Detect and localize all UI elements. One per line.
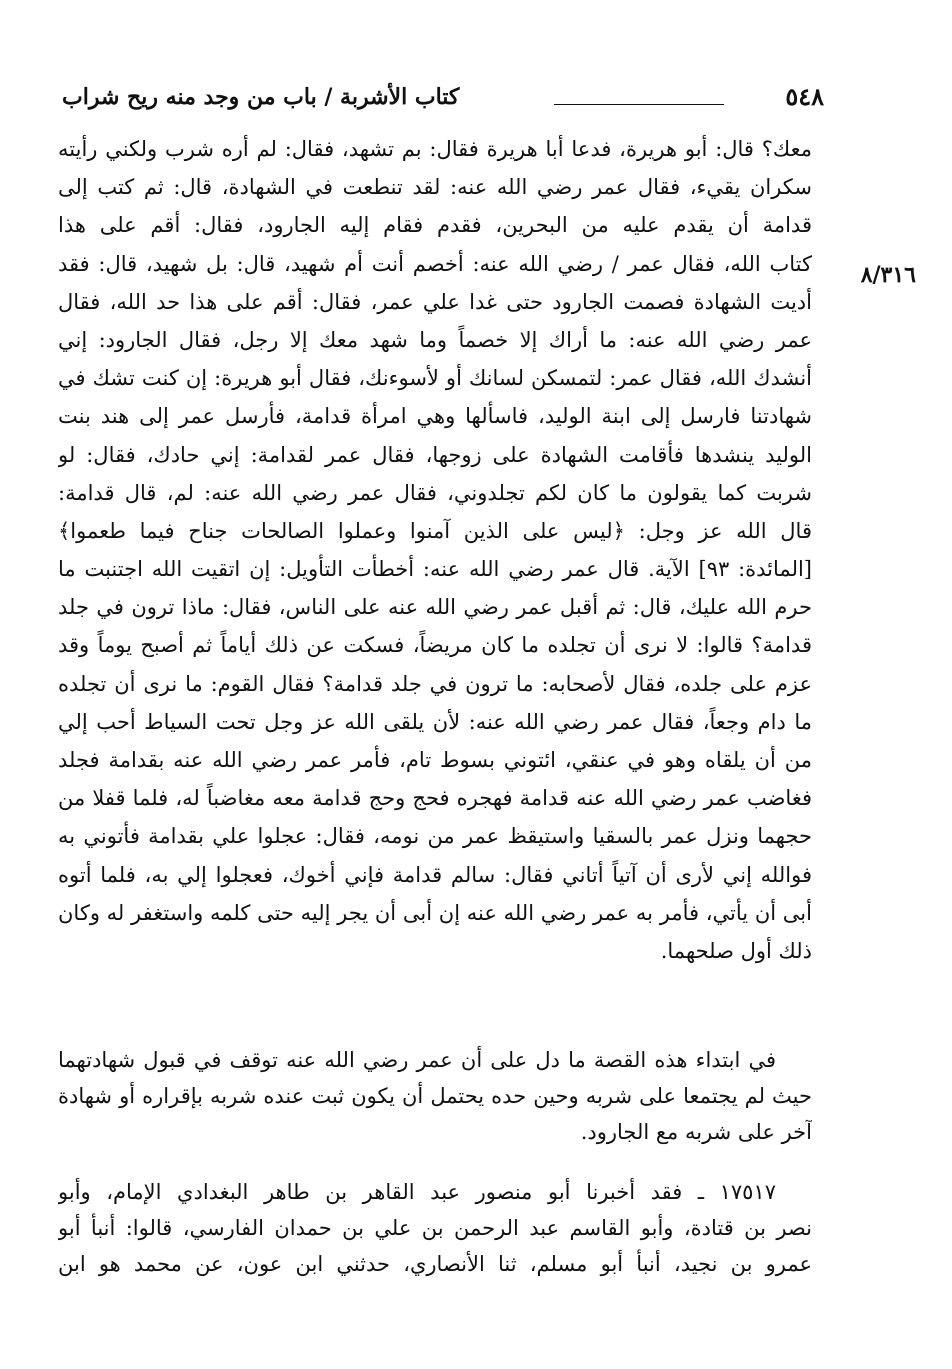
text-line: في ابتداء هذه القصة ما دل على أن عمر رضي الله عنه توقف في قبول شهادتهما <box>58 1048 776 1072</box>
text-line: كتاب الله، فقال عمر / رضي الله عنه: أخصم أنت أم شهيد، قال: بل شهيد، قال: فقد <box>58 251 812 276</box>
text-line: الوليد ينشدها فأقامت الشهادة على زوجها، فقال عمر لقدامة: إني حادك، فقال: لو <box>58 442 812 467</box>
text-line: قدامة؟ قالوا: لا نرى أن تجلده ما كان مريضاً، فسكت عن ذلك أياماً ثم أصبح يوماً وقد <box>58 633 812 658</box>
text-line: سكران يقيء، فقال عمر رضي الله عنه: لقد تنطعت في الشهادة، قال: ثم كتب إلى <box>58 175 812 200</box>
running-title: كتاب الأشربة / باب من وجد منه ريح شراب <box>62 84 460 110</box>
page-number: ٥٤٨ <box>785 82 824 111</box>
text-line: حرم الله عليك، قال: ثم أقبل عمر رضي الله عنه على الناس، فقال: ماذا ترون في جلد <box>58 595 812 620</box>
text-line: ما دام وجعاً، فقال عمر رضي الله عنه: لأن يلقى الله عز وجل تحت السياط أحب إلي <box>58 709 812 734</box>
text-line: ذلك أول صلحهما. <box>660 938 812 963</box>
text-line: شهادتنا فارسل إلى ابنة الوليد، فاسألها وهي امرأة قدامة، فأرسل عمر إلى هند بنت <box>58 404 812 429</box>
text-line: أنشدك الله، فقال عمر: لتمسكن لسانك أو لأسوءنك، فقال أبو هريرة: إن كنت تشك في <box>58 366 812 391</box>
text-line: فوالله إني لأرى أن آتياً أتاني فقال: سالم قدامة فإني أخوك، فعجلوا إلي به، فلما أتوه <box>58 862 812 887</box>
text-line: حجهما ونزل عمر بالسقيا واستيقظ عمر من نومه، فقال: عجلوا علي بقدامة فأتوني به <box>58 824 812 849</box>
text-line: من أن يلقاه وهو في عنقي، ائتوني بسوط تام، فأمر عمر رضي الله عنه بقدامة فجلد <box>58 748 812 772</box>
text-line: نصر بن قتادة، وأبو القاسم عبد الرحمن بن علي بن حمدان الفارسي، قالوا: أنبأ أبو <box>58 1216 812 1240</box>
text-line: معك؟ قال: أبو هريرة، فدعا أبا هريرة فقال: بم تشهد، فقال: لم أره شرب ولكني رأيته <box>58 137 812 161</box>
text-line: ١٧٥١٧ ـ فقد أخبرنا أبو منصور عبد القاهر بن طاهر البغدادي الإمام، وأبو <box>58 1180 776 1204</box>
text-line: قدامة أن يقدم عليه من البحرين، فقدم فقام إليه الجارود، فقال: أقم على هذا <box>58 213 812 238</box>
paragraph-commentary <box>58 1042 812 1150</box>
paragraph-hadith-17517 <box>58 1174 812 1282</box>
text-line: [المائدة: ٩٣] الآية. قال عمر رضي الله عنه: أخطأت التأويل: إن اتقيت الله اجتنبت ما <box>58 557 812 582</box>
text-line: فغاضب عمر رضي الله عنه قدامة فهجره فحج وحج قدامة معه مغاضباً له، فلما قفلا من <box>58 786 812 811</box>
header-rule <box>554 104 724 105</box>
text-line: شربت كما يقولون ما كان لكم تجلدوني، فقال عمر رضي الله عنه: لم، قال قدامة: <box>58 480 812 505</box>
margin-reference: ٨/٣١٦ <box>860 262 916 288</box>
text-line: عمر رضي الله عنه: ما أراك إلا خصماً وما شهد معك إلا رجل، فقال الجارود: إني <box>58 327 812 352</box>
text-line: عزم على جلده، فقال لأصحابه: ما ترون في جلد قدامة؟ فقال القوم: ما نرى أن تجلده <box>58 671 812 696</box>
text-line: حيث لم يجتمعا على شربه وحين حده يحتمل أن يكون ثبت عنده شربه بإقراره أو شهادة <box>58 1084 812 1108</box>
text-line: أبى أن يأتي، فأمر به عمر رضي الله عنه إن أبى أن يجر إليه حتى كلمه واستغفر له وكان <box>58 900 812 925</box>
text-line: قال الله عز وجل: ﴿ليس على الذين آمنوا وعملوا الصالحات جناح فيما طعموا﴾ <box>58 518 812 543</box>
text-line: آخر على شربه مع الجارود. <box>580 1120 812 1144</box>
text-line: عمرو بن نجيد، أنبأ أبو مسلم، ثنا الأنصاري، حدثني ابن عون، عن محمد هو ابن <box>58 1252 812 1276</box>
paragraph-main-narration <box>58 130 812 970</box>
text-line: أديت الشهادة فصمت الجارود حتى غدا علي عمر، فقال: أقم على هذا حد الله، فقال <box>58 289 812 314</box>
page-header <box>62 82 824 118</box>
